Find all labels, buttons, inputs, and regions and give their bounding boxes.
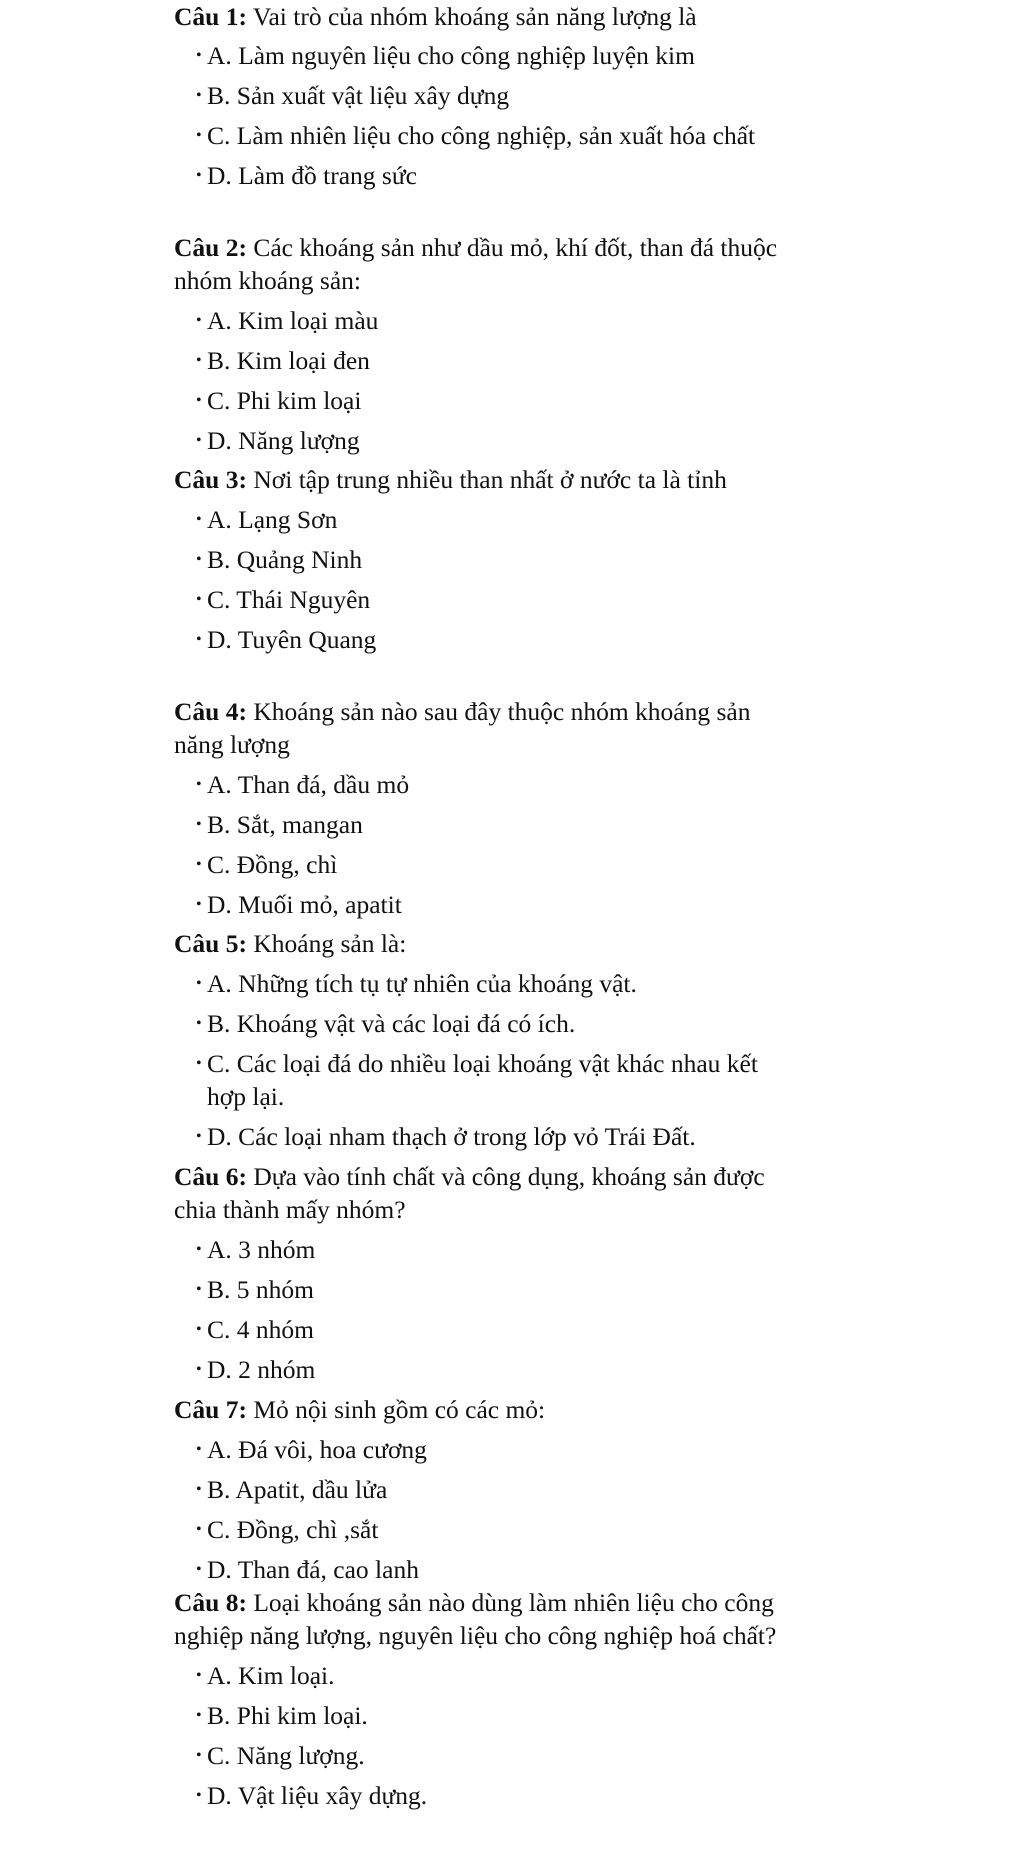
bullet-icon: • <box>196 1321 202 1338</box>
question-label: Câu 2: <box>174 233 247 262</box>
question-1 <box>0 0 782 192</box>
option-d <box>0 424 782 457</box>
option-text: D. Muối mỏ, apatit <box>207 890 402 919</box>
bullet-icon: • <box>196 856 202 873</box>
option-d <box>0 1353 782 1386</box>
option-b <box>0 543 782 576</box>
option-text: A. Làm nguyên liệu cho công nghiệp luyện kim <box>207 41 695 70</box>
question-text: Khoáng sản nào sau đây thuộc nhóm khoáng sản năng lượng <box>174 697 751 759</box>
question-5 <box>0 927 807 1153</box>
bullet-icon: • <box>196 1561 202 1578</box>
option-a <box>0 768 782 801</box>
question-label: Câu 6: <box>174 1162 247 1191</box>
bullet-icon: • <box>196 631 202 648</box>
question-7 <box>0 1393 782 1586</box>
bullet-icon: • <box>196 1481 202 1498</box>
option-c <box>0 1047 797 1113</box>
option-c <box>0 583 782 616</box>
option-text: D. Vật liệu xây dựng. <box>207 1781 428 1810</box>
bullet-icon: • <box>196 1747 202 1764</box>
question-text: Khoáng sản là: <box>246 929 407 958</box>
option-b <box>0 1699 782 1732</box>
bullet-icon: • <box>196 1441 202 1458</box>
option-d <box>0 1553 782 1586</box>
option-d <box>0 1120 807 1153</box>
option-c <box>0 1313 782 1346</box>
option-b <box>0 808 782 841</box>
question-stem <box>0 1393 774 1426</box>
option-c <box>0 1513 782 1546</box>
bullet-icon: • <box>196 392 202 409</box>
option-b <box>0 79 782 112</box>
question-stem <box>174 1586 784 1652</box>
option-text: A. Kim loại màu <box>207 306 379 335</box>
option-d <box>0 159 782 192</box>
option-text: D. 2 nhóm <box>207 1355 316 1384</box>
bullet-icon: • <box>196 896 202 913</box>
option-b <box>0 344 782 377</box>
bullet-icon: • <box>196 1361 202 1378</box>
option-text: A. Những tích tụ tự nhiên của khoáng vật. <box>207 969 637 998</box>
question-text: Các khoáng sản như dầu mỏ, khí đốt, than đá thuộc nhóm khoáng sản: <box>174 233 778 295</box>
bullet-icon: • <box>196 1667 202 1684</box>
bullet-icon: • <box>196 312 202 329</box>
option-a <box>0 39 782 72</box>
bullet-icon: • <box>196 511 202 528</box>
bullet-icon: • <box>196 1128 202 1145</box>
question-text: Dựa vào tính chất và công dụng, khoáng sản được chia thành mấy nhóm? <box>174 1162 765 1224</box>
option-a <box>0 1433 782 1466</box>
question-stem <box>174 695 784 761</box>
option-b <box>0 1007 782 1040</box>
question-label: Câu 3: <box>174 465 247 494</box>
option-a <box>0 503 782 536</box>
option-b <box>0 1273 782 1306</box>
option-text: D. Than đá, cao lanh <box>207 1555 419 1584</box>
question-text: Mỏ nội sinh gồm có các mỏ: <box>246 1395 546 1424</box>
option-text: B. Phi kim loại. <box>207 1701 368 1730</box>
bullet-icon: • <box>196 167 202 184</box>
bullet-icon: • <box>196 975 202 992</box>
option-d <box>0 1779 782 1812</box>
option-d <box>0 623 782 656</box>
question-6 <box>0 1160 784 1386</box>
option-b <box>0 1473 782 1506</box>
option-text: C. Năng lượng. <box>207 1741 365 1770</box>
option-a <box>0 967 782 1000</box>
question-label: Câu 4: <box>174 697 247 726</box>
option-text: C. 4 nhóm <box>207 1315 314 1344</box>
option-c <box>0 848 782 881</box>
option-text: B. 5 nhóm <box>207 1275 314 1304</box>
bullet-icon: • <box>196 1707 202 1724</box>
option-text: B. Sắt, mangan <box>207 810 363 839</box>
bullet-icon: • <box>196 591 202 608</box>
option-text: B. Sản xuất vật liệu xây dựng <box>207 81 510 110</box>
question-stem <box>174 1160 784 1226</box>
option-text: C. Làm nhiên liệu cho công nghiệp, sản xuất hóa chất <box>207 121 756 150</box>
option-text: C. Thái Nguyên <box>207 585 371 614</box>
question-text: Vai trò của nhóm khoáng sản năng lượng là <box>246 2 697 31</box>
bullet-icon: • <box>196 1281 202 1298</box>
question-stem <box>0 927 774 960</box>
option-text: C. Các loại đá do nhiều loại khoáng vật khác nhau kết hợp lại. <box>207 1049 758 1111</box>
question-text: Nơi tập trung nhiều than nhất ở nước ta là tỉnh <box>246 465 727 494</box>
question-2 <box>0 231 784 457</box>
bullet-icon: • <box>196 352 202 369</box>
option-text: D. Năng lượng <box>207 426 360 455</box>
bullet-icon: • <box>196 776 202 793</box>
option-a <box>0 1659 782 1692</box>
option-text: B. Quảng Ninh <box>207 545 363 574</box>
option-c <box>0 384 782 417</box>
bullet-icon: • <box>196 1055 202 1072</box>
question-8 <box>0 1586 784 1812</box>
question-stem <box>174 231 784 297</box>
question-label: Câu 1: <box>174 2 247 31</box>
bullet-icon: • <box>196 816 202 833</box>
question-4 <box>0 695 784 921</box>
option-text: B. Apatit, dầu lửa <box>207 1475 388 1504</box>
bullet-icon: • <box>196 127 202 144</box>
question-label: Câu 7: <box>174 1395 247 1424</box>
question-stem <box>0 0 774 33</box>
question-label: Câu 8: <box>174 1588 247 1617</box>
option-a <box>0 1233 782 1266</box>
question-3 <box>0 463 782 656</box>
option-text: A. Than đá, dầu mỏ <box>207 770 410 799</box>
option-text: D. Các loại nham thạch ở trong lớp vỏ Trái Đất. <box>207 1122 696 1151</box>
option-text: A. Lạng Sơn <box>207 505 338 534</box>
bullet-icon: • <box>196 47 202 64</box>
bullet-icon: • <box>196 87 202 104</box>
option-text: B. Khoáng vật và các loại đá có ích. <box>207 1009 576 1038</box>
option-c <box>0 1739 782 1772</box>
bullet-icon: • <box>196 1241 202 1258</box>
question-label: Câu 5: <box>174 929 247 958</box>
question-text: Loại khoáng sản nào dùng làm nhiên liệu cho công nghiệp năng lượng, nguyên liệu cho công nghiệp hoá chất? <box>174 1588 777 1650</box>
option-text: C. Phi kim loại <box>207 386 362 415</box>
option-text: C. Đồng, chì ,sắt <box>207 1515 379 1544</box>
bullet-icon: • <box>196 1787 202 1804</box>
bullet-icon: • <box>196 551 202 568</box>
bullet-icon: • <box>196 1521 202 1538</box>
bullet-icon: • <box>196 1015 202 1032</box>
option-d <box>0 888 782 921</box>
question-stem <box>174 463 754 496</box>
option-text: C. Đồng, chì <box>207 850 338 879</box>
option-text: D. Tuyên Quang <box>207 625 377 654</box>
option-c <box>0 119 767 152</box>
option-text: B. Kim loại đen <box>207 346 370 375</box>
bullet-icon: • <box>196 432 202 449</box>
option-text: A. 3 nhóm <box>207 1235 316 1264</box>
option-text: D. Làm đồ trang sức <box>207 161 417 190</box>
option-text: A. Đá vôi, hoa cương <box>207 1435 427 1464</box>
option-text: A. Kim loại. <box>207 1661 335 1690</box>
option-a <box>0 304 782 337</box>
